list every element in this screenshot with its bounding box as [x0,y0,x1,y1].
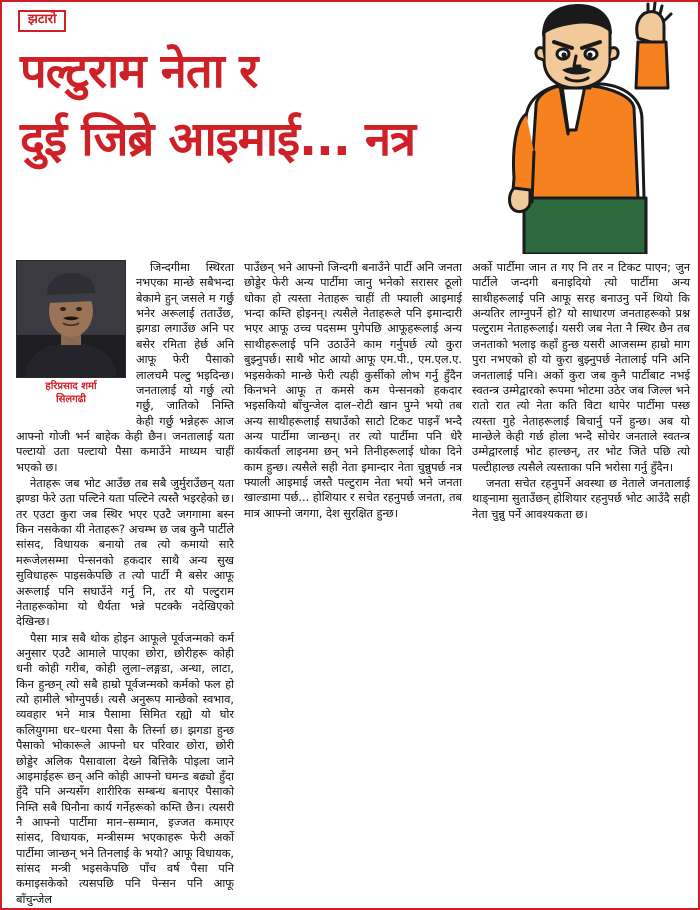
author-caption [16,378,126,406]
section-kicker: झटारो [18,10,66,32]
page-title [20,38,520,174]
headline-line-1: पल्टुराम नेता र [20,44,258,99]
author-name: हरिप्रसाद शर्मा [45,381,97,392]
headline-line-2: दुई जिब्रे आइमाई... नत्र [20,112,416,168]
author-place: सिलगढी [56,393,86,405]
politician-cartoon-illustration [452,2,700,254]
article-column-3 [472,260,690,523]
article-column-1 [16,260,234,908]
avatar [16,260,126,378]
paragraph: जनता सचेत रहनुपर्ने अवस्था छ नेताले जनतालाई थाङ्नामा सुताउँछन् होशियार रहनुपर्छ भोट आउँदै सही नेता चुन्नु पर्ने आवश्यकता छ। [472,477,690,521]
paragraph: अर्को पार्टीमा जान त गए नि तर न टिकट पाएन; जुन पार्टीले जन्दगी बनाइदियो त्यो पार्टीमा अन्य साथीहरूलाई पनि आफू सरह बनाउनु पर्ने थियो कि अन्यतिर लाग्नुपर्ने हो? यो साधारण जनताहरूको प्रश्न पल्टुराम नेताहरूलाई। यसरी जब नेता नै स्थिर छैन तब जनताको भलाइ कहाँ हुन्छ यसरी आजसम्म हाम्रो माग पुरा नभएको हो यो कुरा बुझ्नुपर्छ नेतालाई पनि अनि जनतालाई पनि। अर्को कुरा जब कुनै पार्टीबाट नभई स्वतन्त्र उम्मेद्वारको रूपमा भोटमा उठेर जब जिल्ल भने रातो रात त्यो नेता कति विटा थापेर पार्टीमा पस्छ त्यस्ता गुहे नेताहरूलाई बिचार्नु पर्ने हुन्छ। अब यो मान्छेले केही गर्छ होला भन्दै सोचेर जनताले स्वतन्त्र उम्मेद्वारलाई भोट हाल्छन्, तर भोट जिते पछि त्यो पल्टीहाल्छ त्यसैले त्यस्ताका पनि भरोसा गर्नु हुँदैन। [472,261,690,474]
author-block [16,260,126,412]
paragraph: जिन्दगीमा स्थिरता नभएका मान्छे सबैभन्दा बेकामे हुन् जसले म गर्छु भनेर अरूलाई तताउँछ, झगडा लगाउँछ अनि पर बसेर रमिता हेर्छ अनि आफू फेरी पैसाको लालचमै पल्टु भइदिन्छ। जनतालाई यो गर्छु त्यो गर्छु, जातिको निम्ति केही गर्छु भन्नेहरू आज आफ्नो गोजी भर्न बाहेक केही छैन। जनतालाई यता पल्टायो उता पल्टायो पैसा कमाउँने माध्यम चाहीं भएको छ। [16,261,234,474]
paragraph: पाउँछन् भने आफ्नो जिन्दगी बनाउँने पार्टी अनि जनता छोड्डेर फेरी अन्य पार्टीमा जानु भनेको सरासर ठूलो धोका हो त्यस्ता नेताहरू चाहीं ती फ्याली आइमाई भन्दा कम्ति होइनन्। त्यसैले नेताहरूले पनि इमान्दारी भएर आफू उच्च पदसम्म पुगेपछि आफूहरूलाई अन्य साथीहरूलाई पनि उठाउँने काम गर्नुपर्छ त्यो कुरा बुझ्नुपर्छ। साथै भोट आयो आफू एम.पी., एम.एल.ए. भइसकेको मान्छे फेरी त्यही कुर्सीको लोभ गर्नु हुँदैन किनभने आफू त कमसे कम पेन्सनको हकदार भइसकियो बाँचुन्जेल दाल–रोटी खान पुग्ने भयो तब अन्य साथीहरूलाई सघाउँकाे साटो टिकट पाइनँ भन्दै अन्य पार्टीमा जान्छन्। तर त्यो पार्टीमा पनि धेरै कार्यकर्ता लाइनमा छन् भने तिनीहरूलाई धोका दिने काम हुन्छ। त्यसैले सही नेता इमान्दार नेता चुन्नुपर्छ नत्र फ्याली आइमाई जस्तै पल्टुराम नेता भयो भने जनता खाल्डामा पर्छ... होशियार र सचेत रहनुपर्छ जनता, तब मात्र आफ्नो जगगा, देश सुरक्षित हुन्छ। [244,261,462,520]
masthead [2,2,700,254]
paragraph: पैसा मात्र सबै थोक होइन आफूले पूर्वजन्मको कर्म अनुसार एउटै आमाले पाएका छोरा, छोरीहरू कोही धनी कोही गरीब, कोही लुला–लङ्गडा, अन्धा, लाटा, किन हुन्छन् त्यो सबै हाम्रो पूर्वजन्मको कर्मको फल हो त्यो हामीले भोग्नुपर्छ। त्यसै अनुरूप मान्छेको स्वभाव, व्यवहार भने मात्र पैसामा सिमित रह्यो यो घोर कलियुगमा धर–धरमा पैसा कै तिर्स्ना छ। झगडा हुन्छ पैसाको भोकारूले आफ्नो घर परिवार छोरा, छोरी छोड्डेर अलिक पैसावाला देख्ने बित्तिकै पोइला जाने आइमाईहरू छन् अनि कोही आफ्नो घमन्ड बढ्यो हुँदा हुँदै पनि अन्यसँग शारीरिक सम्बन्ध बनाएर पैसाको निम्ति सबै घिनौना कार्य गर्नेहरूको कम्ति छैन। त्यसरी नै आफ्नो पार्टीमा मान–सम्मान, इज्जत कमाएर सांसद, विधायक, मन्त्रीसम्म भएकाहरू फेरी अर्को पार्टीमा जान्छन् भने तिनलाई के भयो? आफू विधायक, सांसद मन्त्री भइसकेपछि पाँच वर्ष पैसा पनि कमाइसकेको त्यसपछि पनि पेन्सन पनि आफू बाँचुन्जेल [16,631,234,906]
paragraph: नेताहरू जब भोट आउँछ तब सबै जुर्मुराउँछन् यता झण्डा फेरे उता पल्टिने यता पल्टिने त्यस्तै भइरहेको छ। तर एउटा कुरा जब स्थिर भएर एउटै जगगामा बस्न किन नसकेका यी नेताहरू? अचम्भ छ जब कुनै पार्टीले सांसद, विधायक बनायो तब त्यो कमायो सारै मरूजेलसम्मा पेन्सनको हकदार साथै अन्य सुख सुविधाहरू पाइसकेपछि त त्यो पार्टी मै बसेर आफू अरूलाई पनि सघाउँने गर्नु नि, तर यो पल्टुराम नेताहरूकोमा यो धैर्यता भन्ने पटक्कै नदेखिएको देखिन्छ। [16,477,234,629]
article-column-2 [244,260,462,522]
